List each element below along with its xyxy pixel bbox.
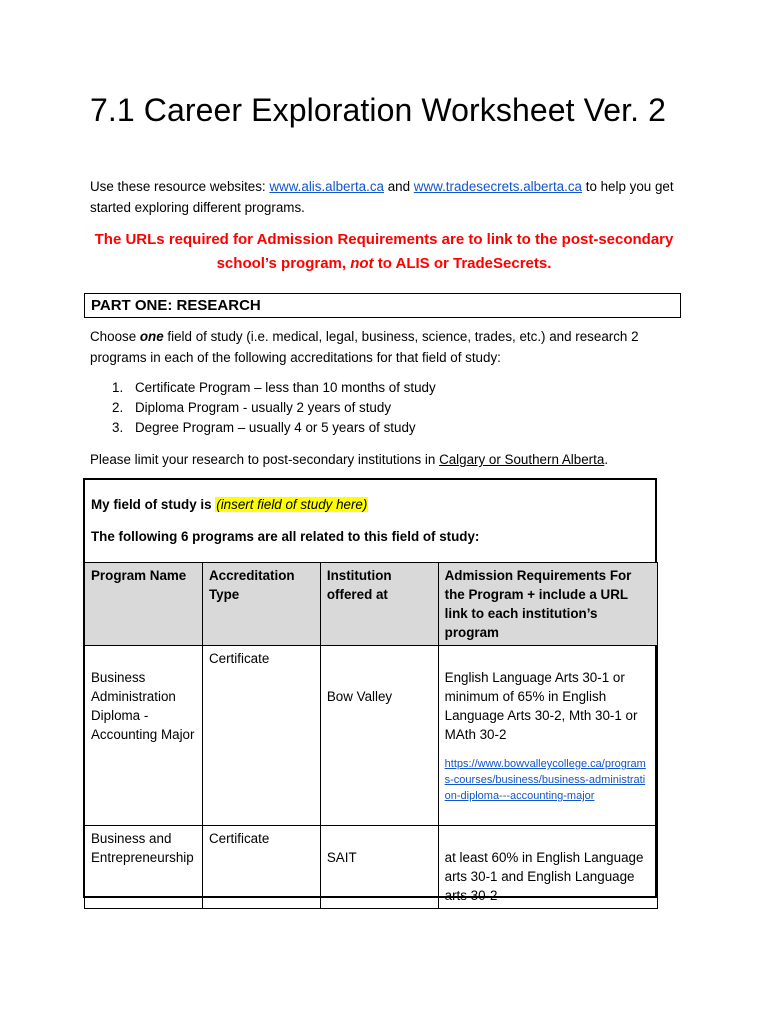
programs-table: [84, 562, 658, 909]
part-one-header: [84, 293, 681, 318]
region-limit: [90, 449, 608, 470]
requirements-text: at least 60% in English Language arts 30-1 and English Language arts 30-2: [444, 850, 644, 903]
requirements-cell: [438, 646, 657, 826]
list-number: 1.: [112, 380, 124, 395]
list-item: [90, 377, 436, 397]
table-row: [85, 646, 658, 826]
limit-start: Please limit your research to post-secondary institutions in: [90, 452, 440, 467]
accreditation-type-cell: Certificate: [202, 826, 320, 909]
field-of-study-input[interactable]: (insert field of study here): [216, 497, 368, 512]
url-warning: [84, 228, 684, 276]
list-item: [90, 417, 436, 437]
header-institution: Institution offered at: [320, 563, 438, 646]
alis-link[interactable]: www.alis.alberta.ca: [269, 179, 384, 194]
tradesecrets-link[interactable]: www.tradesecrets.alberta.ca: [413, 179, 582, 194]
list-text: Degree Program – usually 4 or 5 years of study: [135, 420, 416, 435]
choose-emphasis: one: [139, 329, 164, 344]
institution-cell: [320, 826, 438, 909]
list-item: [90, 397, 436, 417]
warning-text-end: to ALIS or TradeSecrets.: [373, 255, 552, 272]
warning-text-start: The URLs required for Admission Requirements are to link to the post-secondary school’s program,: [94, 231, 674, 272]
list-text: Diploma Program - usually 2 years of study: [135, 400, 392, 415]
intro-text-end: to help you get started exploring different programs.: [90, 179, 674, 215]
institution-name: Bow Valley: [326, 689, 393, 704]
list-number: 2.: [112, 400, 124, 415]
intro-paragraph: [90, 176, 690, 218]
field-label: My field of study is: [91, 497, 216, 512]
program-name: Business Administration Diploma - Accounting Major: [91, 670, 195, 742]
accreditation-list: [90, 377, 436, 437]
header-admission-requirements: Admission Requirements For the Program + include a URL link to each institution’s program: [438, 563, 657, 646]
warning-emphasis: not: [350, 255, 374, 272]
research-table: [83, 478, 657, 903]
intro-text-start: Use these resource websites:: [90, 179, 270, 194]
page-title: 7.1 Career Exploration Worksheet Ver. 2: [90, 92, 667, 128]
program-name-cell: [85, 646, 203, 826]
intro-and: and: [384, 179, 414, 194]
requirements-text: English Language Arts 30-1 or minimum of 65% in English Language Arts 30-2, Mth 30-1 or MAth 30-2: [444, 670, 638, 742]
choose-end: field of study (i.e. medical, legal, business, science, trades, etc.) and research 2 programs in each of the following accreditations for that field of study:: [90, 329, 639, 365]
part-one-title: PART ONE: RESEARCH: [91, 297, 261, 314]
program-url-link[interactable]: https://www.bowvalleycollege.ca/programs-courses/business/business-administration-diploma---accounting-major: [444, 758, 646, 802]
table-row: [85, 826, 658, 909]
list-number: 3.: [112, 420, 124, 435]
region-text: Calgary or Southern Alberta: [439, 452, 605, 467]
choose-start: Choose: [90, 329, 140, 344]
header-program-name: Program Name: [85, 563, 203, 646]
institution-name: SAIT: [326, 850, 357, 865]
requirements-cell: [438, 826, 657, 909]
institution-cell: [320, 646, 438, 826]
header-accreditation-type: Accreditation Type: [202, 563, 320, 646]
list-text: Certificate Program – less than 10 months of study: [135, 380, 436, 395]
accreditation-type-cell: Certificate: [202, 646, 320, 826]
table-header-row: [85, 563, 658, 646]
instructions-paragraph: [90, 326, 670, 368]
program-name-cell: Business and Entrepreneurship: [85, 826, 203, 909]
programs-intro: The following 6 programs are all related to this field of study:: [91, 529, 480, 544]
limit-end: .: [604, 452, 609, 467]
field-of-study-line: [91, 494, 368, 515]
